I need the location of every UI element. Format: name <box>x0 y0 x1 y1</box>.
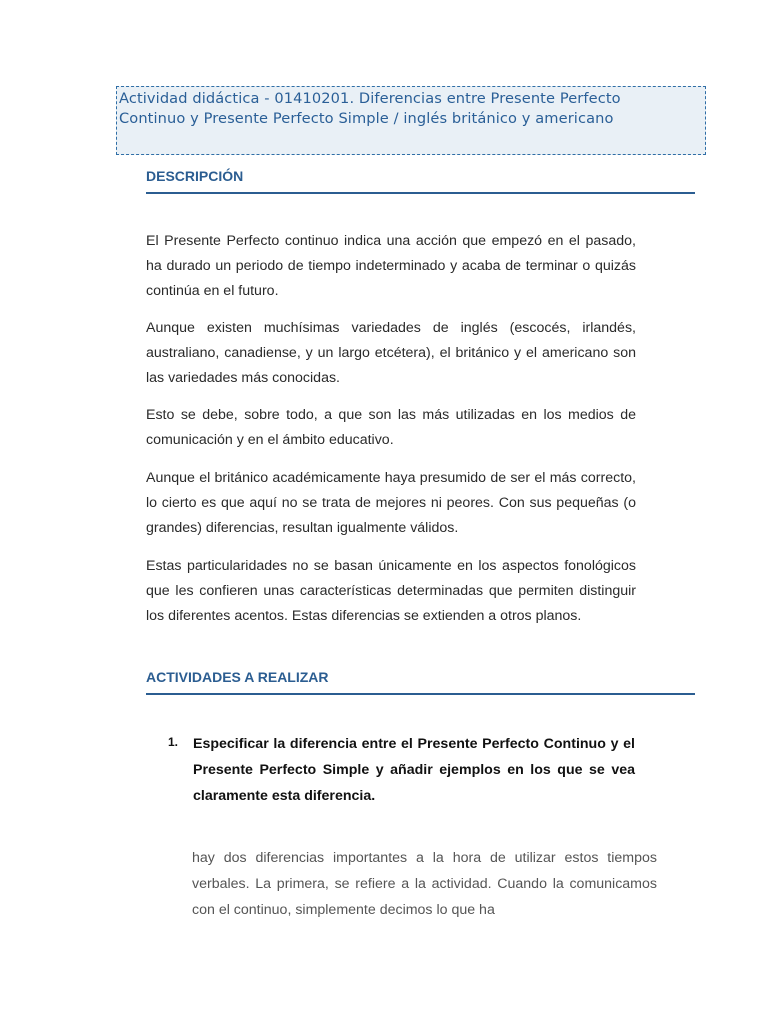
description-paragraph-3: Esto se debe, sobre todo, a que son las más utilizadas en los medios de comunicación y en el ámbito educativo. <box>146 407 636 448</box>
description-heading: DESCRIPCIÓN <box>146 168 695 194</box>
document-title-box <box>116 86 706 155</box>
description-paragraph-4: Aunque el británico académicamente haya presumido de ser el más correcto, lo cierto es que aquí no se trata de mejores ni peores. Con sus pequeñas (o grandes) diferencias, resultan igualmente válidos. <box>146 470 636 536</box>
activities-heading: ACTIVIDADES A REALIZAR <box>146 669 695 695</box>
description-paragraph-2: Aunque existen muchísimas variedades de inglés (escocés, irlandés, australiano, canadiense, y un largo etcétera), el británico y el americano son las variedades más conocidas. <box>146 320 636 386</box>
description-paragraph-5: Estas particularidades no se basan únicamente en los aspectos fonológicos que les confieren unas características determinadas que permiten distinguir los diferentes acentos. Estas diferencias se extienden a otros planos. <box>146 558 636 624</box>
activity-instruction: Especificar la diferencia entre el Presente Perfecto Continuo y el Presente Perfecto Simple y añadir ejemplos en los que se vea claramente esta diferencia. <box>193 736 635 804</box>
document-title-line-1: Actividad didáctica - 01410201. Diferencias entre Presente Perfecto <box>119 90 621 107</box>
description-paragraph-1: El Presente Perfecto continuo indica una acción que empezó en el pasado, ha durado un periodo de tiempo indeterminado y acaba de terminar o quizás continúa en el futuro. <box>146 233 636 299</box>
activity-number: 1. <box>168 735 179 749</box>
activity-answer-text: hay dos diferencias importantes a la hora de utilizar estos tiempos verbales. La primera, se refiere a la actividad. Cuando la comunicamos con el continuo, simplemente decimos lo que ha <box>192 850 657 918</box>
document-title-line-2: Continuo y Presente Perfecto Simple / inglés británico y americano <box>119 110 614 127</box>
